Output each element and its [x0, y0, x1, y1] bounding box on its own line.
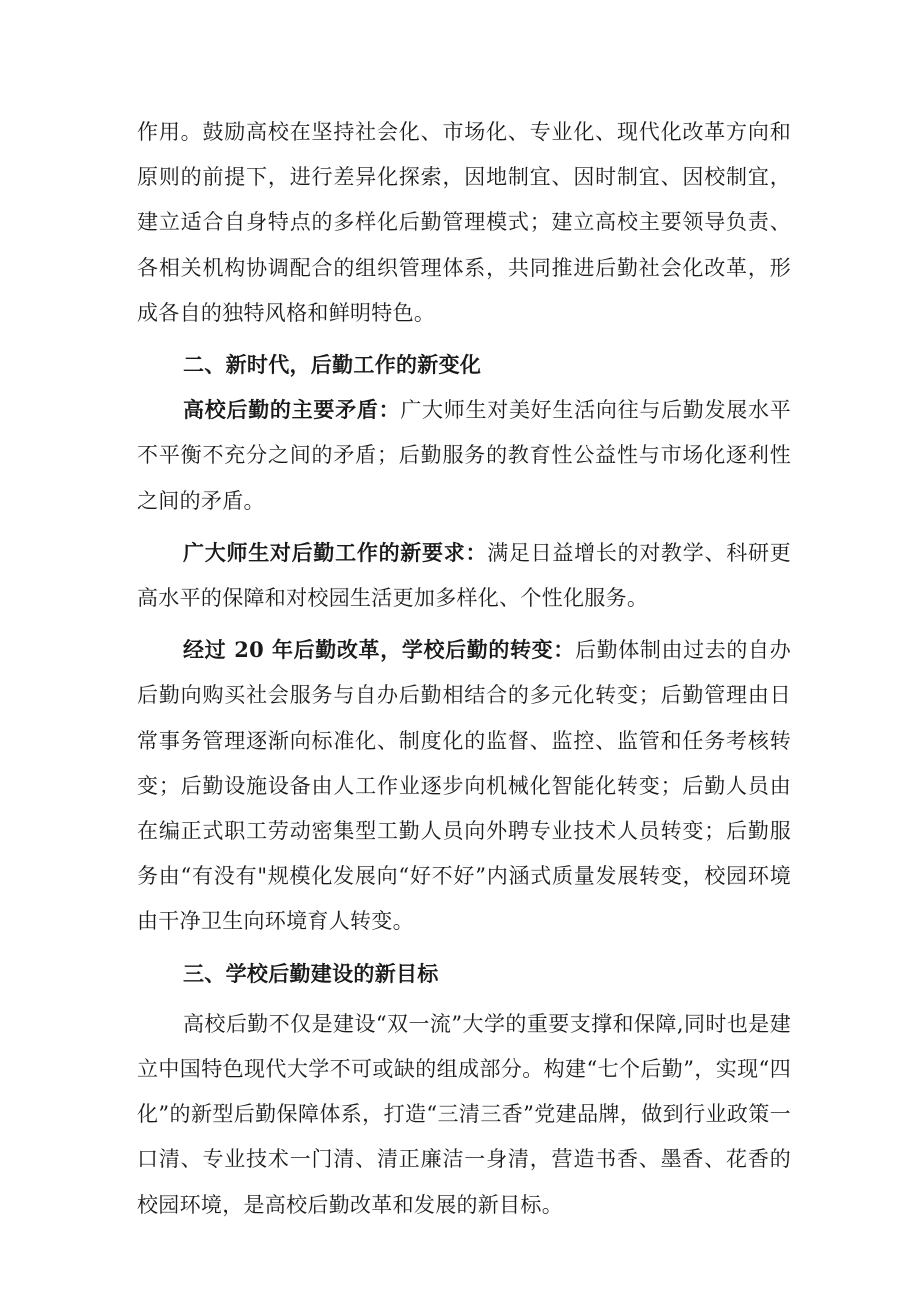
lead-main-contradiction: 高校后勤的主要矛盾： [183, 397, 401, 423]
paragraph-new-requirements [137, 530, 791, 621]
paragraph-continuation: 作用。鼓励高校在坚持社会化、市场化、专业化、现代化改革方向和原则的前提下，进行差异化探索，因地制宜、因时制宜、因校制宜，建立适合自身特点的多样化后勤管理模式；建立高校主要领导负责、各相关机构协调配合的组织管理体系，共同推进后勤社会化改革，形成各自的独特风格和鲜明特色。 [137, 120, 791, 325]
body-transformation: 后勤体制由过去的自办后勤向购买社会服务与自办后勤相结合的多元化转变；后勤管理由日常事务管理逐渐向标准化、制度化的监督、监控、监管和任务考核转变；后勤设施设备由人工作业逐步向机械化智能化转变；后勤人员由在编正式职工劳动密集型工勤人员向外聘专业技术人员转变；后勤服务由“有没有"规模化发展向“好不好”内涵式质量发展转变，校园环境由干净卫生向环境育人转变。 [137, 638, 791, 934]
paragraph-main-contradiction [137, 387, 791, 524]
paragraph-transformation [137, 627, 791, 944]
document-page [137, 110, 791, 1228]
body-main-contradiction: 广大师生对美好生活向往与后勤发展水平不平衡不充分之间的矛盾；后勤服务的教育性公益性与市场化逐利性之间的矛盾。 [137, 398, 791, 513]
section-heading-2: 二、新时代，后勤工作的新变化 [183, 352, 482, 378]
section-heading-3: 三、学校后勤建设的新目标 [183, 960, 439, 986]
paragraph-new-goals: 高校后勤不仅是建设“双一流”大学的重要支撑和保障,同时也是建立中国特色现代大学不可或缺的组成部分。构建“七个后勤”，实现“四化”的新型后勤保障体系，打造“三清三香”党建品牌，做到行业政策一口清、专业技术一门清、清正廉洁一身清，营造书香、墨香、花香的校园环境，是高校后勤改革和发展的新目标。 [137, 1011, 791, 1217]
body-new-requirements: 满足日益增长的对教学、科研更高水平的保障和对校园生活更加多样化、个性化服务。 [137, 540, 791, 611]
lead-transformation: 经过 20 年后勤改革，学校后勤的转变： [183, 637, 575, 663]
lead-new-requirements: 广大师生对后勤工作的新要求： [183, 539, 488, 565]
